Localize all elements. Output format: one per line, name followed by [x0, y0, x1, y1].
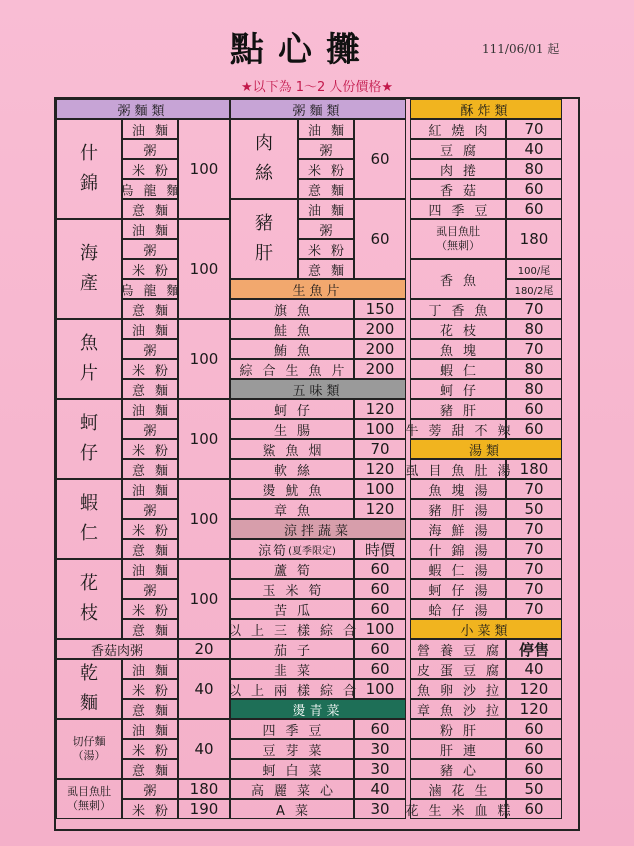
- side-header: 小菜類: [410, 619, 562, 639]
- col1-item: 粥: [122, 779, 178, 799]
- salad-item: 玉米筍: [230, 579, 354, 599]
- col1-item: 粥: [122, 239, 178, 259]
- wuwei-item: 燙魷魚: [230, 479, 354, 499]
- fried-price: 70: [506, 339, 562, 359]
- col1-item: 意麵: [122, 299, 178, 319]
- col1-item: 粥: [122, 579, 178, 599]
- wuwei-item: 章魚: [230, 499, 354, 519]
- veg-price: 30: [354, 739, 406, 759]
- col1-item: 意麵: [122, 619, 178, 639]
- side-item: 皮蛋豆腐: [410, 659, 506, 679]
- sashimi-price: 200: [354, 319, 406, 339]
- col1-group-price: 100: [178, 119, 230, 219]
- soup-item: 蚵仔湯: [410, 579, 506, 599]
- fried-price: 80: [506, 319, 562, 339]
- side-item: 營養豆腐: [410, 639, 506, 659]
- side-price: 60: [506, 759, 562, 779]
- fried-fishbelly: 虱目魚肚 （無刺）: [410, 219, 506, 259]
- col1-item-price: 180: [178, 779, 230, 799]
- col1-item: 米粉: [122, 799, 178, 819]
- col1-item: 油麵: [122, 559, 178, 579]
- wuwei-price: 120: [354, 459, 406, 479]
- col1-ganmian-name: 乾 麵: [56, 659, 122, 719]
- salad-price: 100: [354, 679, 406, 699]
- col1-item: 意麵: [122, 539, 178, 559]
- col1-item: 米粉: [122, 439, 178, 459]
- veg-price: 40: [354, 779, 406, 799]
- fried-item: 豬肝: [410, 399, 506, 419]
- effective-date: 111/06/01 起: [482, 42, 560, 56]
- fried-item: 紅燒肉: [410, 119, 506, 139]
- col1-item: 油麵: [122, 319, 178, 339]
- soup-item: 海鮮湯: [410, 519, 506, 539]
- col1-group-price: 100: [178, 559, 230, 639]
- sashimi-item: 鮭魚: [230, 319, 354, 339]
- col1-item: 粥: [122, 139, 178, 159]
- col1-item: 意麵: [122, 379, 178, 399]
- salad-item: 以上兩樣綜合: [230, 679, 354, 699]
- soup-price: 50: [506, 499, 562, 519]
- sashimi-item: 旗魚: [230, 299, 354, 319]
- col1-item: 意麵: [122, 459, 178, 479]
- sashimi-item: 綜合生魚片: [230, 359, 354, 379]
- side-item: 滷花生: [410, 779, 506, 799]
- wuwei-item: 生腸: [230, 419, 354, 439]
- wuwei-header: 五味類: [230, 379, 406, 399]
- col1-item: 米粉: [122, 679, 178, 699]
- veg-item: A菜: [230, 799, 354, 819]
- veg-header: 燙青菜: [230, 699, 406, 719]
- fried-item: 蝦仁: [410, 359, 506, 379]
- seasonal-note: (夏季限定): [288, 545, 336, 557]
- sashimi-price: 150: [354, 299, 406, 319]
- col2-header: 粥麵類: [230, 99, 406, 119]
- salad-item: 蘆筍: [230, 559, 354, 579]
- fried-item: 四季豆: [410, 199, 506, 219]
- fried-item: 香菇: [410, 179, 506, 199]
- col1-item: 米粉: [122, 159, 178, 179]
- col1-mushroom-price: 20: [178, 639, 230, 659]
- salad-item: 以上三樣綜合: [230, 619, 354, 639]
- fried-sweetfish: 香魚: [410, 259, 506, 299]
- sashimi-item: 鮪魚: [230, 339, 354, 359]
- side-price: 60: [506, 799, 562, 819]
- salad-price: 60: [354, 559, 406, 579]
- fried-item: 魚塊: [410, 339, 506, 359]
- fried-item: 丁香魚: [410, 299, 506, 319]
- side-item: 魚卵沙拉: [410, 679, 506, 699]
- col1-item: 米粉: [122, 259, 178, 279]
- side-item: 粉肝: [410, 719, 506, 739]
- veg-item: 豆芽菜: [230, 739, 354, 759]
- side-price: 60: [506, 719, 562, 739]
- soup-price: 70: [506, 519, 562, 539]
- col1-item: 米粉: [122, 519, 178, 539]
- salad-item: 涼筍 (夏季限定): [230, 539, 354, 559]
- col1-group-price: 40: [178, 719, 230, 779]
- col1-group-name: 海 產: [56, 219, 122, 319]
- col2-group-price: 60: [354, 199, 406, 279]
- col1-item: 油麵: [122, 659, 178, 679]
- wuwei-price: 70: [354, 439, 406, 459]
- soup-item: 蝦仁湯: [410, 559, 506, 579]
- side-price: 120: [506, 679, 562, 699]
- price-note: ★以下為 1～2 人份價格★: [240, 80, 394, 95]
- col1-item: 意麵: [122, 699, 178, 719]
- col1-group-name: 什 錦: [56, 119, 122, 219]
- side-item: 豬心: [410, 759, 506, 779]
- col1-fishbelly-name: 虱目魚肚 （無刺）: [56, 779, 122, 819]
- col1-item: 粥: [122, 419, 178, 439]
- fried-price: 70: [506, 299, 562, 319]
- side-price: 停售: [506, 639, 562, 659]
- fried-price: 80: [506, 379, 562, 399]
- col2-item: 意麵: [298, 259, 354, 279]
- side-price: 40: [506, 659, 562, 679]
- salad-price: 60: [354, 659, 406, 679]
- col1-item: 烏龍麵: [122, 279, 178, 299]
- col1-group-name: 蚵 仔: [56, 399, 122, 479]
- col1-group-price: 100: [178, 219, 230, 319]
- veg-item: 四季豆: [230, 719, 354, 739]
- col1-item: 米粉: [122, 739, 178, 759]
- col1-group-name: 花 枝: [56, 559, 122, 639]
- fried-price: 80: [506, 359, 562, 379]
- side-price: 120: [506, 699, 562, 719]
- col1-mushroom-porridge: 香菇肉粥: [56, 639, 178, 659]
- side-item: 花生米血糕: [410, 799, 506, 819]
- col1-item: 米粉: [122, 359, 178, 379]
- fried-fishbelly-price: 180: [506, 219, 562, 259]
- fried-price: 80: [506, 159, 562, 179]
- fried-price: 60: [506, 179, 562, 199]
- col2-item: 油麵: [298, 119, 354, 139]
- fried-item: 花枝: [410, 319, 506, 339]
- col2-item: 油麵: [298, 199, 354, 219]
- fried-price: 60: [506, 419, 562, 439]
- col2-item: 粥: [298, 139, 354, 159]
- soup-price: 70: [506, 539, 562, 559]
- col1-item: 意麵: [122, 199, 178, 219]
- col1-group-name: 蝦 仁: [56, 479, 122, 559]
- col2-item: 粥: [298, 219, 354, 239]
- col2-item: 米粉: [298, 239, 354, 259]
- fried-item: 肉捲: [410, 159, 506, 179]
- salad-price: 60: [354, 579, 406, 599]
- salad-price: 60: [354, 639, 406, 659]
- fried-price: 70: [506, 119, 562, 139]
- wuwei-item: 軟絲: [230, 459, 354, 479]
- col1-group-name: 魚 片: [56, 319, 122, 399]
- col1-item: 烏龍麵: [122, 179, 178, 199]
- soup-item: 虱目魚肚湯: [410, 459, 506, 479]
- soup-price: 70: [506, 559, 562, 579]
- salad-header: 涼拌蔬菜: [230, 519, 406, 539]
- col1-group-price: 100: [178, 479, 230, 559]
- col1-item: 粥: [122, 339, 178, 359]
- veg-price: 30: [354, 759, 406, 779]
- wuwei-price: 120: [354, 399, 406, 419]
- col1-item: 意麵: [122, 759, 178, 779]
- veg-item: 蚵白菜: [230, 759, 354, 779]
- col2-group-price: 60: [354, 119, 406, 199]
- sashimi-header: 生魚片: [230, 279, 406, 299]
- salad-item: 茄子: [230, 639, 354, 659]
- fried-price: 60: [506, 199, 562, 219]
- soup-price: 180: [506, 459, 562, 479]
- fried-sweetfish-price-1: 100/尾: [506, 259, 562, 279]
- veg-price: 30: [354, 799, 406, 819]
- soup-price: 70: [506, 479, 562, 499]
- fried-header: 酥炸類: [410, 99, 562, 119]
- col1-qiezai-name: 切仔麵 （湯）: [56, 719, 122, 779]
- col2-item: 意麵: [298, 179, 354, 199]
- col1-group-price: 100: [178, 399, 230, 479]
- salad-price: 100: [354, 619, 406, 639]
- side-item: 章魚沙拉: [410, 699, 506, 719]
- col1-item: 油麵: [122, 219, 178, 239]
- col1-item: 油麵: [122, 119, 178, 139]
- side-price: 60: [506, 739, 562, 759]
- sashimi-price: 200: [354, 359, 406, 379]
- soup-item: 魚塊湯: [410, 479, 506, 499]
- salad-price: 時價: [354, 539, 406, 559]
- col2-item: 米粉: [298, 159, 354, 179]
- side-price: 50: [506, 779, 562, 799]
- fried-sweetfish-price-2: 180/2尾: [506, 279, 562, 299]
- wuwei-price: 100: [354, 479, 406, 499]
- veg-price: 60: [354, 719, 406, 739]
- salad-price: 60: [354, 599, 406, 619]
- col1-item: 粥: [122, 499, 178, 519]
- fried-item: 牛蒡甜不辣: [410, 419, 506, 439]
- soup-price: 70: [506, 599, 562, 619]
- side-item: 肝連: [410, 739, 506, 759]
- col1-group-price: 100: [178, 319, 230, 399]
- veg-item: 高麗菜心: [230, 779, 354, 799]
- col2-zhugan-name: 豬 肝: [230, 199, 298, 279]
- soup-item: 什錦湯: [410, 539, 506, 559]
- soup-item: 蛤仔湯: [410, 599, 506, 619]
- col1-header: 粥麵類: [56, 99, 230, 119]
- fried-item: 蚵仔: [410, 379, 506, 399]
- wuwei-price: 120: [354, 499, 406, 519]
- col1-item: 米粉: [122, 599, 178, 619]
- soup-price: 70: [506, 579, 562, 599]
- sashimi-price: 200: [354, 339, 406, 359]
- page-title: 點心攤: [230, 30, 374, 70]
- soup-item: 豬肝湯: [410, 499, 506, 519]
- salad-item: 韭菜: [230, 659, 354, 679]
- col1-item-price: 190: [178, 799, 230, 819]
- fried-price: 60: [506, 399, 562, 419]
- wuwei-item: 鯊魚烟: [230, 439, 354, 459]
- wuwei-price: 100: [354, 419, 406, 439]
- col1-group-price: 40: [178, 659, 230, 719]
- col1-item: 油麵: [122, 719, 178, 739]
- wuwei-item: 蚵仔: [230, 399, 354, 419]
- salad-item: 苦瓜: [230, 599, 354, 619]
- soup-header: 湯類: [410, 439, 562, 459]
- col1-item: 油麵: [122, 479, 178, 499]
- col2-rousi-name: 肉 絲: [230, 119, 298, 199]
- fried-price: 40: [506, 139, 562, 159]
- col1-item: 油麵: [122, 399, 178, 419]
- fried-item: 豆腐: [410, 139, 506, 159]
